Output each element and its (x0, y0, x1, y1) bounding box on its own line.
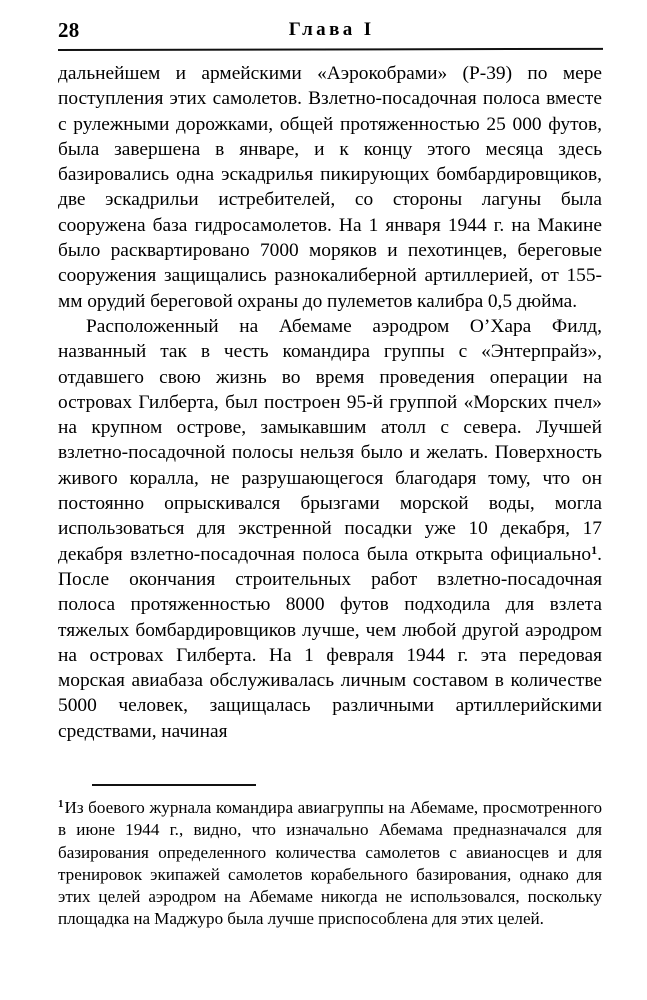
chapter-title: Глава I (288, 19, 375, 40)
header-divider-rule (58, 48, 603, 51)
paragraph-abemama (58, 314, 602, 744)
footnote-text: Из боевого журнала командира авиагруппы на Абемаме, просмотренного в июне 1944 г., видно, что изначально Абемама предназначался для базирования определенного количества самолетов с авианосцев и для тренировок экипажей самолетов корабельного базирования, однако для этих целей аэродром на Абемаме никогда не использовался, поскольку площадка на Маджуро была лучше приспособлена для этих целей. (58, 798, 602, 929)
running-head (58, 16, 602, 46)
footnote-separator-rule (92, 784, 256, 786)
footnote-item (58, 797, 602, 931)
footnote-section (58, 797, 602, 931)
footnote-reference-marker: 1 (591, 542, 598, 557)
page-number: 28 (58, 18, 80, 42)
paragraph-makin-text: дальнейшем и армейскими «Аэрокобрами» (Р-39) по мере поступления этих самолетов. Взлетно-посадочная полоса вместе с рулежными дорожками, общей протяженностью 25 000 футов, была завершена в январе, и к концу этого месяца здесь базировались одна эскадрилья пикирующих бомбардировщиков, две эскадрильи истребителей, со стороны лагуны была сооружена база гидросамолетов. На 1 января 1944 г. на Макине было расквартировано 7000 моряков и пехотинцев, береговые сооружения защищались разнокалиберной артиллерией, от 155-мм орудий береговой охраны до пулеметов калибра 0,5 дюйма. (58, 63, 602, 312)
paragraph-makin (58, 61, 602, 314)
body-text (58, 61, 602, 744)
paragraph-abemama-text-after-note: . После окончания строительных работ взлетно-посадочная полоса протяженностью 8000 футов подходила для взлета тяжелых бомбардировщиков лучше, чем любой другой аэродром на островах Гилберта. На 1 февраля 1944 г. эта передовая морская авиабаза обслуживалась личным составом в количестве 5000 человек, защищалась различными артиллерийскими средствами, начиная (58, 543, 602, 742)
paragraph-abemama-text-before-note: Расположенный на Абемаме аэродром О’Хара Филд, названный так в честь командира группы с «Энтерпрайз», отдавшего свою жизнь во время проведения операции на островах Гилберта, был построен 95-й группой «Морских пчел» на крупном острове, замыкавшим атолл с севера. Лучшей взлетно-посадочной полосы нельзя было и желать. Поверхность живого коралла, не разрушающегося благодаря тому, что он постоянно опрыскивался брызгами морской воды, могла использоваться для экстренной посадки уже 10 декабря, 17 декабря взлетно-посадочная полоса была открыта официально (58, 315, 602, 565)
footnote-number-marker: 1 (58, 797, 64, 810)
